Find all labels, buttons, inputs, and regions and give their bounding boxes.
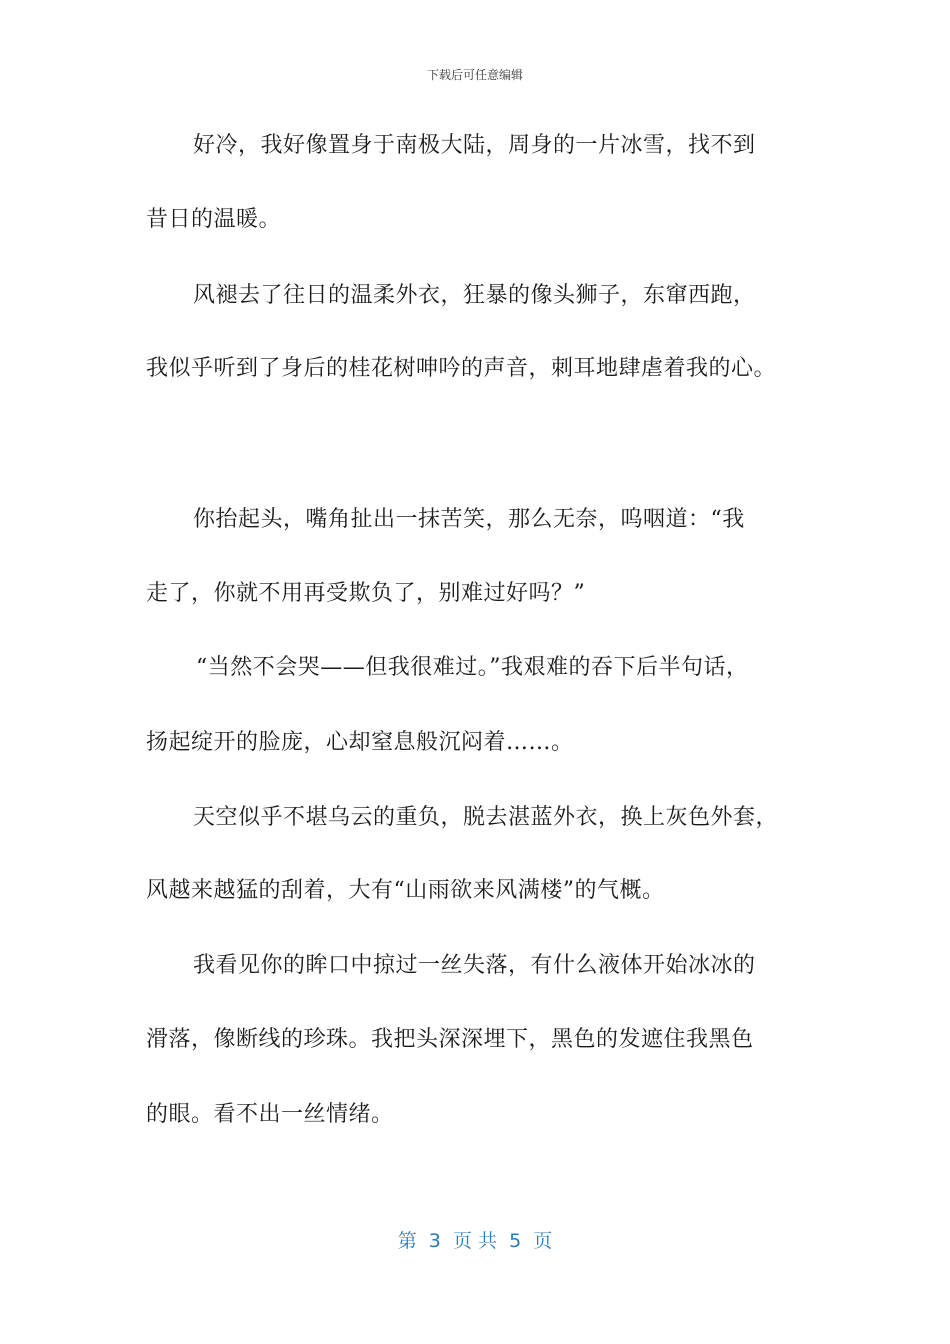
body-line: 好冷，我好像置身于南极大陆，周身的一片冰雪，找不到 — [193, 133, 756, 158]
body-line: 扬起绽开的脸庞，心却窒息般沉闷着……。 — [146, 730, 574, 755]
body-line: 我似乎听到了身后的桂花树呻吟的声音，刺耳地肆虐着我的心。 — [146, 356, 777, 381]
body-line: “当然不会哭——但我很难过。”我艰难的吞下后半句话， — [196, 655, 749, 680]
body-line: 走了，你就不用再受欺负了，别难过好吗？” — [146, 581, 586, 606]
body-line: 的眼。看不出一丝情绪。 — [146, 1102, 394, 1127]
body-line: 滑落，像断线的珍珠。我把头深深埋下，黑色的发遮住我黑色 — [146, 1027, 754, 1052]
body-line: 你抬起头，嘴角扯出一抹苦笑，那么无奈，呜咽道：“我 — [193, 507, 745, 532]
page-header: 下载后可任意编辑 — [426, 68, 523, 82]
body-line: 风越来越猛的刮着，大有“山雨欲来风满楼”的气概。 — [146, 878, 665, 903]
page-number-footer: 第 3 页 共 5 页 — [397, 1230, 553, 1252]
body-line: 我看见你的眸口中掠过一丝失落，有什么液体开始冰冰的 — [193, 953, 756, 978]
body-line: 天空似乎不堪乌云的重负，脱去湛蓝外衣，换上灰色外套， — [193, 805, 779, 830]
body-line: 风褪去了往日的温柔外衣，狂暴的像头狮子，东窜西跑， — [193, 283, 756, 308]
body-line: 昔日的温暖。 — [146, 207, 282, 232]
